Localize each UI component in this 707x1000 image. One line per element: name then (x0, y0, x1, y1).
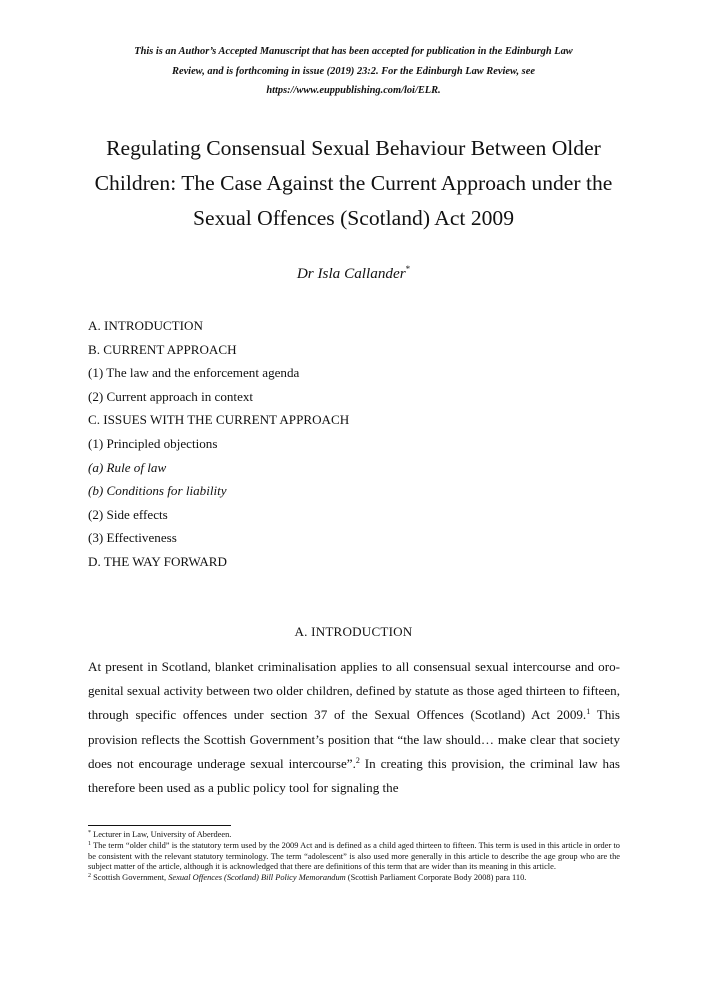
footnote-mark: 2 (88, 873, 91, 880)
text-run: This provision reflects the Scottish Government’s position that “the law should… make clear that society does not encourage underage sexual intercourse”. (88, 707, 620, 771)
title-line: Children: The Case Against the Current Approach under the (94, 171, 613, 196)
toc-item: D. THE WAY FORWARD (88, 553, 227, 569)
notice-line: Review, and is forthcoming in issue (2019) 23:2. For the Edinburgh Law Review, see (172, 65, 535, 77)
footnote-divider (88, 825, 231, 826)
paragraph-text (88, 655, 620, 800)
author-name: Dr Isla Callander (296, 265, 406, 282)
toc-item: B. CURRENT APPROACH (88, 341, 237, 357)
article-title (72, 131, 635, 237)
body-paragraph (88, 655, 620, 800)
title-line: Sexual Offences (Scotland) Act 2009 (192, 206, 515, 231)
footnote-cited-title: Sexual Offences (Scotland) Bill Policy Memorandum (168, 873, 346, 883)
toc-item: (a) Rule of law (88, 459, 167, 475)
section-heading: A. INTRODUCTION (294, 624, 413, 639)
toc-item: (b) Conditions for liability (88, 483, 227, 499)
footnote-text: (Scottish Parliament Corporate Body 2008) para 110. (345, 873, 527, 883)
toc-item: (2) Current approach in context (88, 388, 254, 404)
footnote-text: Scottish Government, (91, 873, 169, 883)
footnote-author (88, 830, 620, 841)
notice-link: https://www.euppublishing.com/loi/ELR. (266, 85, 441, 96)
footnote-mark: 1 (88, 840, 91, 847)
text-run: At present in Scotland, blanket criminalisation applies to all consensual sexual intercourse and oro-genital sexual activity between two older children, defined by statute as those aged thirteen to fifteen, through specific offences under section 37 of the Sexual Offences (Scotland) Act 2009. (88, 659, 620, 723)
footnote-mark: * (88, 830, 91, 836)
toc-item: (1) Principled objections (88, 435, 218, 451)
toc-item: C. ISSUES WITH THE CURRENT APPROACH (88, 412, 350, 428)
footnote-ref-2: 2 (355, 755, 360, 765)
title-line: Regulating Consensual Sexual Behaviour Between Older (106, 136, 601, 160)
toc-item: (2) Side effects (88, 506, 168, 522)
footnotes (88, 830, 620, 884)
footnote-1 (88, 841, 620, 873)
table-of-contents (88, 314, 628, 574)
toc-item: (3) Effectiveness (88, 530, 177, 546)
publication-notice (80, 42, 627, 101)
toc-item: (1) The law and the enforcement agenda (88, 365, 300, 381)
notice-line: This is an Author’s Accepted Manuscript that has been accepted for publication in the Edinburgh Law (134, 46, 573, 57)
author-byline (0, 259, 707, 284)
author-footnote-mark: * (405, 264, 411, 274)
footnote-text: Lecturer in Law, University of Aberdeen. (91, 830, 232, 839)
footnote-text: The term “older child” is the statutory term used by the 2009 Act and is defined as a child aged thirteen to fifteen. This term is used in this article in order to be consistent with the relevant statutory terminology. The term “adolescent” is also used more generally in this article to describe the age group who are the subject matter of the article, although it is acknowledged that there are definitions of this term that are wider than its meaning in this article. (88, 840, 620, 872)
toc-item: A. INTRODUCTION (88, 318, 203, 333)
text-run: In creating this provision, the criminal law has therefore been used as a public policy tool for signaling the (88, 755, 620, 796)
footnote-2 (88, 873, 620, 884)
footnote-ref-1: 1 (586, 707, 591, 717)
